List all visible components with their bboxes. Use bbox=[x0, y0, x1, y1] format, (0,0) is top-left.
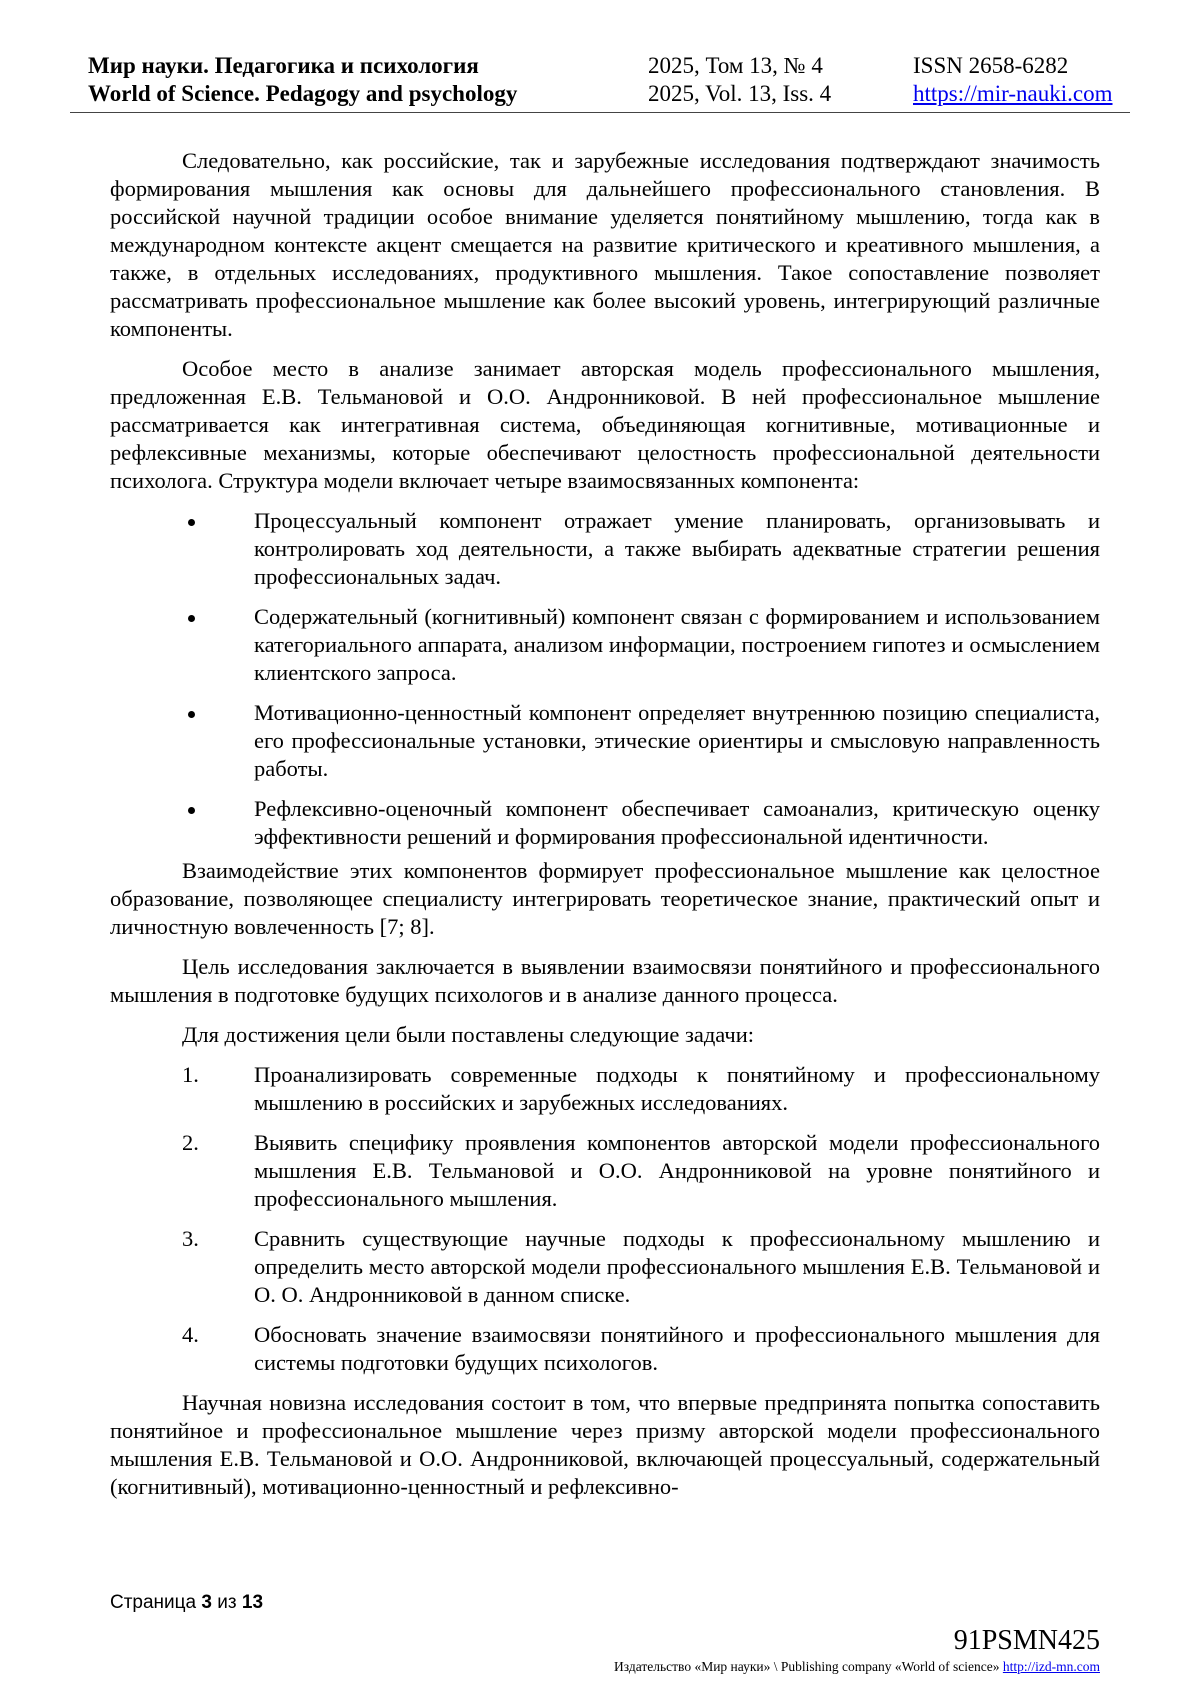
article-code: 91PSMN425 bbox=[953, 1625, 1100, 1656]
component-list-item bbox=[110, 603, 1100, 687]
publisher-link[interactable]: http://izd-mn.com bbox=[1002, 1659, 1100, 1674]
paragraph: Взаимодействие этих компонентов формирует профессиональное мышление как целостное образование, позволяющее специалисту интегрировать теоретическое знание, практический опыт и личностную вовлеченность [7; 8]. bbox=[110, 858, 1100, 939]
journal-website-link[interactable]: https://mir-nauki.com bbox=[913, 81, 1113, 106]
list-item-text: Выявить специфику проявления компонентов авторской модели профессионального мышления Е.В. Тельмановой и О.О. Андронниковой на уровне понятийного и профессионального мышления. bbox=[254, 1130, 1100, 1211]
bullet-icon bbox=[188, 615, 195, 622]
page-label: Страница bbox=[110, 1592, 197, 1613]
journal-title-ru: Мир науки. Педагогика и психология bbox=[88, 53, 479, 78]
page-number bbox=[110, 1592, 263, 1614]
issue-info-ru: 2025, Том 13, № 4 bbox=[648, 53, 823, 78]
list-item-text: Обосновать значение взаимосвязи понятийного и профессионального мышления для системы подготовки будущих психологов. bbox=[254, 1322, 1100, 1375]
task-list-item bbox=[110, 1225, 1100, 1309]
paragraph: Цель исследования заключается в выявлении взаимосвязи понятийного и профессионального мышления в подготовке будущих психологов и в анализе данного процесса. bbox=[110, 954, 1100, 1007]
bullet-icon bbox=[188, 711, 195, 718]
publisher-text: Издательство «Мир науки» \ Publishing company «World of science» bbox=[614, 1659, 1000, 1674]
article-body bbox=[110, 147, 1100, 1501]
journal-title-en: World of Science. Pedagogy and psychology bbox=[88, 81, 518, 106]
list-number: 1. bbox=[182, 1062, 199, 1087]
issn: ISSN 2658-6282 bbox=[913, 53, 1069, 78]
list-item-text: Мотивационно-ценностный компонент определяет внутреннюю позицию специалиста, его профессиональные установки, этические ориентиры и смысловую направленность работы. bbox=[254, 700, 1100, 781]
page-total: 13 bbox=[241, 1592, 264, 1613]
list-number: 2. bbox=[182, 1130, 199, 1155]
component-list-item bbox=[110, 507, 1100, 591]
component-list-item bbox=[110, 795, 1100, 851]
issue-info-en: 2025, Vol. 13, Iss. 4 bbox=[648, 81, 832, 106]
component-list-item bbox=[110, 699, 1100, 783]
list-item-text: Сравнить существующие научные подходы к профессиональному мышлению и определить место авторской модели профессионального мышления Е.В. Тельмановой и О. О. Андронниковой в данном списке. bbox=[254, 1226, 1100, 1307]
list-item-text: Проанализировать современные подходы к понятийному и профессиональному мышлению в российских и зарубежных исследованиях. bbox=[254, 1062, 1100, 1115]
bullet-icon bbox=[188, 519, 195, 526]
page-current: 3 bbox=[201, 1592, 212, 1613]
journal-header bbox=[70, 50, 1130, 114]
list-number: 3. bbox=[182, 1226, 199, 1251]
bullet-icon bbox=[188, 807, 195, 814]
task-list-item bbox=[110, 1129, 1100, 1213]
paragraph: Научная новизна исследования состоит в том, что впервые предпринята попытка сопоставить понятийное и профессиональное мышление через призму авторской модели профессионального мышления Е.В. Тельмановой и О.О. Андронниковой, включающей процессуальный, содержательный (когнитивный), мотивационно-ценностный и рефлексивно- bbox=[110, 1390, 1100, 1499]
list-item-text: Рефлексивно-оценочный компонент обеспечивает самоанализ, критическую оценку эффективности решений и формирования профессиональной идентичности. bbox=[254, 796, 1100, 849]
list-item-text: Содержательный (когнитивный) компонент связан с формированием и использованием категориального аппарата, анализом информации, построением гипотез и осмыслением клиентского запроса. bbox=[254, 604, 1100, 685]
page-of: из bbox=[217, 1592, 237, 1613]
list-number: 4. bbox=[182, 1322, 199, 1347]
paragraph: Для достижения цели были поставлены следующие задачи: bbox=[182, 1022, 755, 1047]
paragraph: Следовательно, как российские, так и зарубежные исследования подтверждают значимость формирования мышления как основы для дальнейшего профессионального становления. В российской научной традиции особое внимание уделяется понятийному мышлению, тогда как в международном контексте акцент смещается на развитие критического и креативного мышления, а также, в отдельных исследованиях, продуктивного мышления. Такое сопоставление позволяет рассматривать профессиональное мышление как более высокий уровень, интегрирующий различные компоненты. bbox=[110, 148, 1100, 341]
paragraph: Особое место в анализе занимает авторская модель профессионального мышления, предложенная Е.В. Тельмановой и О.О. Андронниковой. В ней профессиональное мышление рассматривается как интегративная система, объединяющая когнитивные, мотивационные и рефлексивные механизмы, которые обеспечивают целостность профессиональной деятельности психолога. Структура модели включает четыре взаимосвязанных компонента: bbox=[110, 356, 1100, 493]
task-list-item bbox=[110, 1061, 1100, 1117]
publisher-line bbox=[614, 1659, 1100, 1675]
task-list-item bbox=[110, 1321, 1100, 1377]
header-divider bbox=[70, 112, 1130, 113]
list-item-text: Процессуальный компонент отражает умение планировать, организовывать и контролировать ход деятельности, а также выбирать адекватные стратегии решения профессиональных задач. bbox=[254, 508, 1100, 589]
